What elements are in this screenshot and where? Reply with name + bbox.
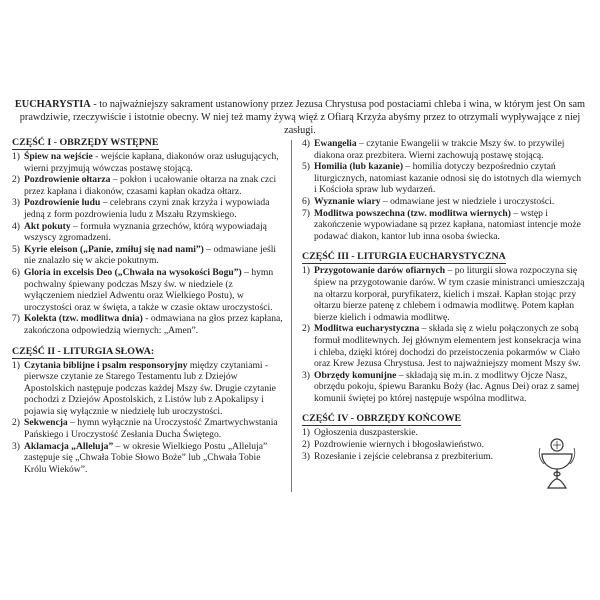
section-title: CZĘŚĆ I - OBRZĘDY WSTĘPNE [12, 137, 159, 148]
section-part-1 [12, 137, 284, 337]
item-number: 5) [302, 161, 310, 173]
item-number: 6) [12, 266, 20, 278]
item-number: 3) [12, 440, 20, 452]
item-text: – celebrans czyni znak krzyża i wypowiada jedną z form pozdrowienia ludu z Mszału Rzymskiego. [24, 197, 270, 220]
list-item [12, 197, 284, 220]
item-name: Pozdrowienie ludu [24, 197, 101, 209]
list-item [12, 360, 284, 418]
item-name: Obrzędy komunijne [314, 369, 397, 381]
item-name: Modlitwa powszechna (tzw. modlitwa wiernych) [314, 207, 511, 219]
item-text: – odmawiane jeśli nie znalazło się w akcie pokutnym. [24, 243, 277, 267]
list-item [302, 370, 586, 405]
item-name: Sekwencja [24, 417, 68, 429]
item-number: 6) [302, 195, 310, 207]
left-column [12, 137, 284, 484]
list-item [12, 221, 284, 244]
item-text: - wejście kapłana, diakonów oraz usługujących, wierni przyjmują wówczas postawę stojącą. [24, 151, 279, 174]
item-number: 4) [302, 138, 310, 149]
item-name: Kolekta (tzw. modlitwa dnia) [24, 313, 143, 325]
list-item [302, 323, 586, 369]
item-list [12, 360, 284, 476]
section-title: CZĘŚĆ IV - OBRZĘDY KOŃCOWE [302, 413, 462, 425]
item-number: 2) [302, 439, 310, 451]
list-item [12, 417, 284, 440]
item-name: Czytania biblijne i psalm responsoryjny [24, 359, 188, 371]
item-list [302, 138, 586, 242]
list-item [302, 265, 586, 323]
list-item [12, 151, 284, 174]
intro-text: - to najważniejszy sakrament ustanowiony przez Jezusa Chrystusa pod postaciami chleba i wina, w którym jest On sam prawdziwie, rzeczywiście i istotnie obecny. W niej też mamy żywą więź z Ofiarą Krzyża abyśmy przez to otrzymali wypływające z niej zasługi. [19, 99, 586, 136]
intro-term: EUCHARYSTIA [14, 99, 91, 110]
item-number: 4) [12, 220, 20, 232]
item-text: - odmawiana na głos przez kapłana, zakończona odpowiedzią wiernych: „Amen”. [24, 313, 283, 336]
item-text: – w okresie Wielkiego Postu „Alleluja” zastępuje się „Chwała Tobie Słowo Boże” lub „Chwała Tobie Królu Wieków”. [24, 440, 268, 475]
item-number: 7) [302, 207, 310, 219]
item-name: Kyrie eleison („Panie, zmiłuj się nad nami”) [24, 243, 204, 255]
item-number: 7) [12, 313, 20, 325]
list-item [12, 313, 284, 336]
item-list [12, 151, 284, 337]
chalice-icon [536, 436, 578, 494]
item-name: Ewangelia [314, 138, 357, 149]
item-number: 5) [12, 243, 20, 255]
item-text: Rozesłanie i zejście celebransa z prezbiterium. [314, 450, 493, 462]
item-name: Wyznanie wiary [314, 195, 381, 207]
item-name: Homilia (lub kazanie) [314, 161, 404, 173]
item-name: Śpiew na wejście [24, 151, 93, 162]
item-text: – hymn wyłącznie na Uroczystość Zmartwychwstania Pańskiego i Uroczystość Zesłania Ducha Świętego. [24, 417, 278, 441]
item-number: 1) [302, 427, 310, 439]
item-name: Pozdrowienie ołtarza [24, 174, 111, 186]
item-text: między czytaniami - pierwsze czytanie ze Starego Testamentu lub z Dziejów Apostolskich następuje podczas każdej Mszy św. Drugie czytanie pochodzi z Dziejów Apostolskich, z Listów lub z Apokalipsy i pojawia się wyłącznie w niedzielę lub uroczystości. [24, 359, 276, 417]
right-column [302, 137, 586, 471]
section-title: CZĘŚĆ III - LITURGIA EUCHARYSTYCZNA [302, 251, 506, 263]
item-text: – składają się m.in. z modlitwy Ojcze Nasz, obrzędu pokoju, śpiewu Baranku Boży (łac. Agnus Dei) oraz z samej komunii świętej po której następuje wspólna modlitwa. [314, 369, 580, 404]
list-item [302, 208, 586, 243]
item-text: – wstęp i zakończenie wypowiadane są przez kapłana, natomiast intencje może podawać diakon, kantor lub inna osoba świecka. [314, 207, 581, 242]
item-number: 3) [12, 197, 20, 209]
item-number: 1) [12, 151, 20, 162]
item-number: 2) [12, 417, 20, 429]
item-text: – pokłon i ucałowanie ołtarza na znak czci przez kapłana i diakonów, czasami kapłan okadza ołtarz. [24, 174, 277, 197]
item-text: – homilia dotyczy bezpośrednio czytań liturgicznych, natomiast kazanie odnosi się do istotnych dla wiernych i Kościoła spraw lub wydarzeń. [314, 161, 582, 196]
item-number: 1) [302, 265, 310, 277]
list-item [12, 441, 284, 476]
section-title: CZĘŚĆ II - LITURGIA SŁOWA: [12, 345, 155, 357]
item-number: 3) [302, 450, 310, 462]
list-item [302, 138, 586, 161]
item-text: – formuła wyznania grzechów, którą wypowiadają wszyscy zgromadzeni. [24, 220, 267, 244]
item-text: Ogłoszenia duszpasterskie. [314, 427, 418, 439]
intro-paragraph [14, 98, 586, 137]
list-item [12, 174, 284, 197]
item-number: 1) [12, 359, 20, 371]
item-name: Gloria in excelsis Deo („Chwała na wysokości Bogu”) [24, 266, 242, 278]
item-number: 3) [302, 369, 310, 381]
item-name: Modlitwa eucharystyczna [314, 323, 420, 335]
item-text: – czytanie Ewangelii w trakcie Mszy św. to przywilej diakona oraz prezbitera. Wierni zachowują postawę stojącą. [314, 138, 565, 161]
item-text: – hymn pochwalny śpiewany podczas Mszy św. w niedziele (z wyłączeniem niedziel Adwentu oraz Wielkiego Postu), w uroczystości oraz w święta, a także w czasie oktaw uroczystości. [24, 266, 274, 313]
item-name: Akt pokuty [24, 220, 71, 232]
section-part-2-continued [302, 138, 586, 242]
item-list [302, 265, 586, 404]
section-part-2 [12, 346, 284, 476]
column-divider [291, 140, 292, 492]
item-number: 2) [12, 174, 20, 186]
item-text: – odmawiane jest w niedziele i uroczystości. [380, 195, 555, 207]
list-item [302, 161, 586, 196]
item-name: Aklamacja „Alleluja” [24, 440, 114, 452]
item-text: – składa się z wielu połączonych ze sobą formuł modlitewnych. Jej głównym elementem jest konsekracja wina i chleba, dzięki której dochodzi do przeistoczenia pokarmów w Ciało oraz Krew Jezusa Chrystusa. Jest to najważniejszy moment Mszy św. [314, 323, 581, 370]
item-name: Przygotowanie darów ofiarnych [314, 265, 446, 277]
section-part-3 [302, 251, 586, 404]
item-number: 2) [302, 323, 310, 335]
list-item [12, 244, 284, 267]
item-text: Pozdrowienie wiernych i błogosławieństwo. [314, 439, 484, 451]
list-item [302, 196, 586, 208]
item-text: – po liturgii słowa rozpoczyna się śpiew na przygotowanie darów. W tym czasie ministranci umieszczają na ołtarzu korporał, puryfikaterz, kielich i mszał. Kapłan stojąc przy ołtarzu bierze patenę z chlebem i odmawia modlitwę. Potem kapłan bierze kielich i odmawia modlitwę. [314, 265, 585, 323]
list-item [12, 267, 284, 313]
